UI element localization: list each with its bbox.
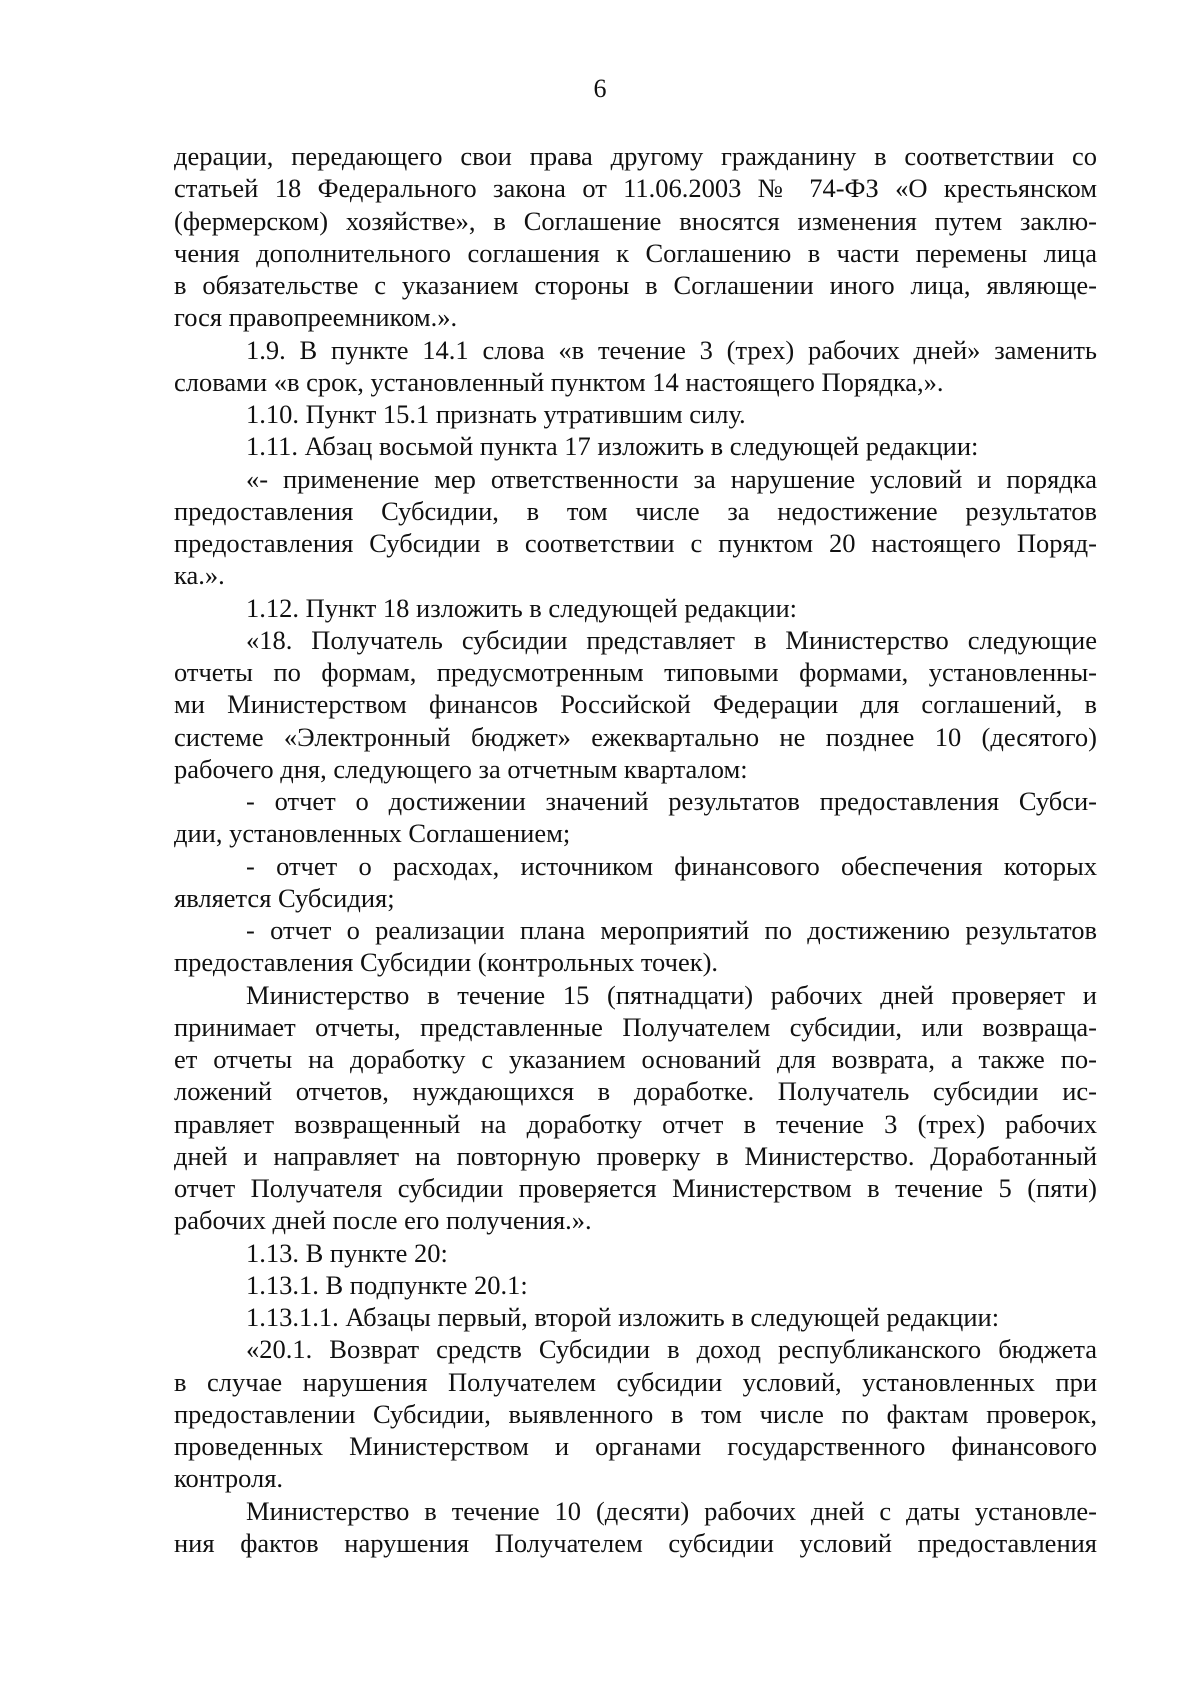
text-line: Министерство в течение 10 (десяти) рабочих дней с даты установле-: [246, 1495, 1097, 1526]
text-line: в случае нарушения Получателем субсидии условий, установленных при: [174, 1366, 1097, 1397]
text-line: дерации, передающего свои права другому гражданину в соответствии со: [174, 141, 1097, 171]
text-line: проведенных Министерством и органами государственного финансового: [174, 1431, 1097, 1461]
text-line: Министерство в течение 15 (пятнадцати) рабочих дней проверяет и: [246, 979, 1097, 1010]
text-line: предоставления Субсидии, в том числе за недостижение результатов: [174, 495, 1097, 526]
text-line: (фермерском) хозяйстве», в Соглашение вносятся изменения путем заклю-: [174, 205, 1097, 236]
text-line: ет отчеты на доработку с указанием оснований для возврата, а также по-: [174, 1044, 1097, 1074]
text-line: ка.».: [174, 560, 225, 591]
text-line: рабочего дня, следующего за отчетным кварталом:: [174, 753, 748, 784]
text-line: - отчет о достижении значений результатов предоставления Субси-: [246, 786, 1097, 816]
text-line: 1.13.1.1. Абзацы первый, второй изложить в следующей редакции:: [246, 1302, 1000, 1332]
text-line: статьей 18 Федерального закона от 11.06.2003 № 74-ФЗ «О крестьянском: [174, 173, 1097, 204]
text-line: предоставления Субсидии в соответствии с пунктом 20 настоящего Поряд-: [174, 528, 1097, 558]
text-line: дней и направляет на повторную проверку в Министерство. Доработанный: [174, 1140, 1097, 1171]
text-line: - отчет о реализации плана мероприятий по достижению результатов: [246, 915, 1097, 945]
text-line: 1.11. Абзац восьмой пункта 17 изложить в следующей редакции:: [246, 431, 979, 462]
text-line: ложений отчетов, нуждающихся в доработке. Получатель субсидии ис-: [174, 1076, 1097, 1107]
text-line: словами «в срок, установленный пунктом 14 настоящего Порядка,».: [174, 366, 944, 397]
text-line: предоставления Субсидии (контрольных точек).: [174, 947, 719, 978]
text-line: принимает отчеты, представленные Получателем субсидии, или возвраща-: [174, 1011, 1097, 1042]
text-line: является Субсидия;: [174, 882, 395, 913]
text-line: «20.1. Возврат средств Субсидии в доход республиканского бюджета: [246, 1334, 1097, 1365]
text-line: ния фактов нарушения Получателем субсидии условий предоставления: [174, 1527, 1097, 1558]
text-line: гося правопреемником.».: [174, 302, 458, 333]
document-body: [174, 140, 1097, 1559]
text-line: правляет возвращенный на доработку отчет в течение 3 (трех) рабочих: [174, 1108, 1097, 1139]
page-number: 6: [593, 74, 607, 103]
text-line: контроля.: [174, 1463, 284, 1494]
text-line: ми Министерством финансов Российской Федерации для соглашений, в: [174, 689, 1097, 720]
text-line: 1.12. Пункт 18 изложить в следующей редакции:: [246, 592, 798, 623]
text-line: 1.9. В пункте 14.1 слова «в течение 3 (трех) рабочих дней» заменить: [246, 334, 1097, 365]
text-line: отчет Получателя субсидии проверяется Министерством в течение 5 (пяти): [174, 1173, 1097, 1203]
text-line: предоставлении Субсидии, выявленного в том числе по фактам проверок,: [174, 1398, 1097, 1429]
text-line: дии, установленных Соглашением;: [174, 818, 571, 849]
text-line: 1.13. В пункте 20:: [246, 1237, 448, 1268]
text-line: чения дополнительного соглашения к Соглашению в части перемены лица: [174, 237, 1097, 268]
text-line: отчеты по формам, предусмотренным типовыми формами, установленны-: [174, 657, 1097, 687]
text-line: 1.10. Пункт 15.1 признать утратившим силу.: [246, 399, 746, 429]
text-line: - отчет о расходах, источником финансового обеспечения которых: [246, 850, 1097, 881]
text-line: рабочих дней после его получения.».: [174, 1205, 592, 1236]
text-line: «18. Получатель субсидии представляет в Министерство следующие: [246, 624, 1097, 655]
text-line: в обязательстве с указанием стороны в Соглашении иного лица, являюще-: [174, 270, 1097, 300]
text-line: 1.13.1. В подпункте 20.1:: [246, 1269, 528, 1300]
text-line: «- применение мер ответственности за нарушение условий и порядка: [246, 463, 1097, 494]
text-line: системе «Электронный бюджет» ежеквартально не позднее 10 (десятого): [174, 721, 1097, 752]
